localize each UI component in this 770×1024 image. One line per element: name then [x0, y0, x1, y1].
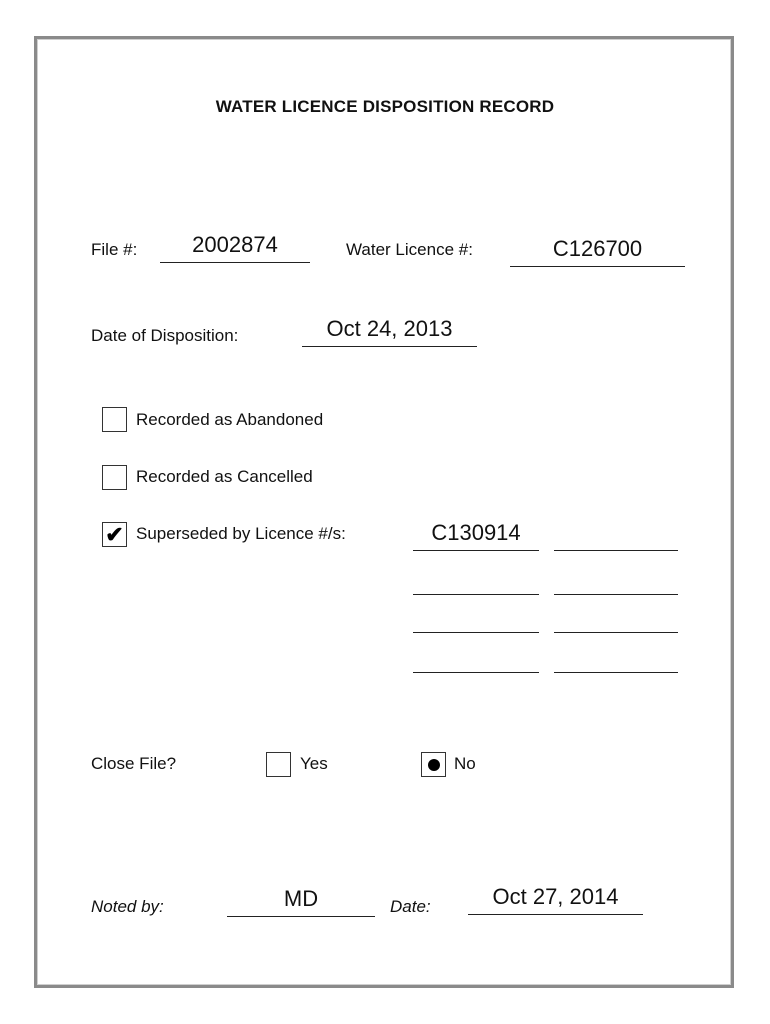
- superseded-checkbox[interactable]: [102, 522, 127, 547]
- close-file-yes-label: Yes: [300, 754, 328, 773]
- abandoned-label: Recorded as Abandoned: [136, 410, 324, 429]
- water-licence-value: C126700: [552, 236, 643, 261]
- noted-by-label: Noted by:: [91, 897, 164, 916]
- document-frame: [34, 36, 734, 988]
- cancelled-checkbox[interactable]: [102, 465, 127, 490]
- close-file-no-label: No: [454, 754, 476, 773]
- file-number-label: File #:: [91, 240, 138, 259]
- superseded-licence-1[interactable]: [413, 522, 539, 551]
- superseded-licence-3[interactable]: [413, 566, 539, 595]
- noted-date-label: Date:: [390, 897, 431, 916]
- superseded-licence-2[interactable]: [554, 522, 678, 551]
- superseded-licence-4[interactable]: [554, 566, 678, 595]
- water-licence-label: Water Licence #:: [346, 240, 473, 259]
- selected-dot-icon: [428, 759, 440, 771]
- check-mark-icon: ✔: [105, 521, 124, 547]
- date-of-disposition-label: Date of Disposition:: [91, 326, 239, 345]
- date-of-disposition-field[interactable]: [302, 318, 477, 347]
- noted-by-value: MD: [283, 886, 319, 911]
- noted-date-value: Oct 27, 2014: [492, 884, 619, 909]
- file-number-field[interactable]: [160, 234, 310, 263]
- noted-by-field[interactable]: [227, 888, 375, 917]
- noted-date-field[interactable]: [468, 886, 643, 915]
- superseded-licence-6[interactable]: [554, 604, 678, 633]
- superseded-licence-5[interactable]: [413, 604, 539, 633]
- water-licence-field[interactable]: [510, 238, 685, 267]
- cancelled-label: Recorded as Cancelled: [136, 467, 313, 486]
- close-file-label: Close File?: [91, 754, 177, 773]
- abandoned-checkbox[interactable]: [102, 407, 127, 432]
- document-title: WATER LICENCE DISPOSITION RECORD: [215, 97, 555, 116]
- superseded-label: Superseded by Licence #/s:: [136, 524, 346, 543]
- superseded-licence-value: C130914: [431, 520, 521, 545]
- date-of-disposition-value: Oct 24, 2013: [326, 316, 453, 341]
- superseded-licence-7[interactable]: [413, 644, 539, 673]
- close-file-no-checkbox[interactable]: [421, 752, 446, 777]
- close-file-yes-checkbox[interactable]: [266, 752, 291, 777]
- file-number-value: 2002874: [192, 232, 278, 257]
- superseded-licence-8[interactable]: [554, 644, 678, 673]
